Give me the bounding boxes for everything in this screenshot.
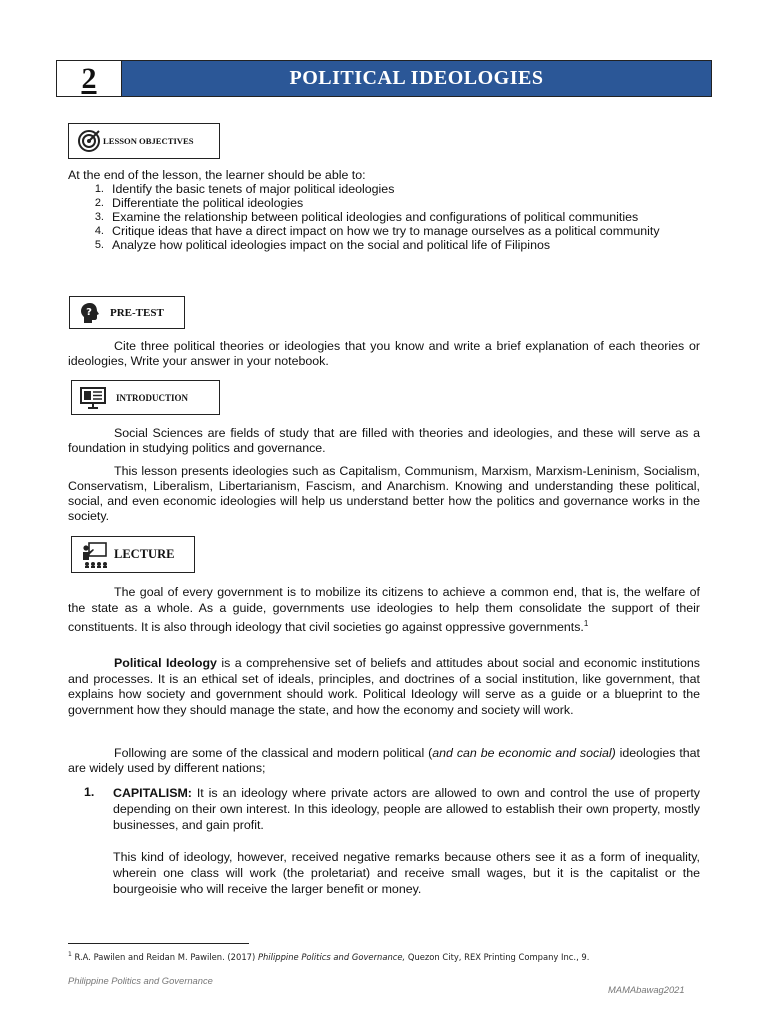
capitalism-paragraph-2: This kind of ideology, however, received negative remarks because others see it as a form of inequality, wherein one class will work (the proletariat) and receive small wages, but it is the capitalist or the bourgeoisie who will receive the larger benefit or money. — [113, 850, 700, 896]
lecture-paragraph-1-text: The goal of every government is to mobilize its citizens to achieve a common end, that is, the welfare of the state as a whole. As a guide, governments use ideologies to help them consolidate the support of their constituents. It is also through ideology that civil societies go against oppressive governments. — [68, 585, 700, 635]
introduction-tag — [71, 380, 220, 415]
pretest-text: Cite three political theories or ideologies that you know and write a brief explanation of each theories or ideologies, Write your answer in your notebook. — [68, 339, 700, 368]
footnote-divider — [68, 943, 249, 944]
capitalism-term: CAPITALISM: — [113, 786, 192, 800]
head-question-icon — [80, 302, 100, 324]
list-item — [68, 238, 700, 252]
footnote-mark: 1 — [68, 951, 72, 958]
lesson-number-text: 2 — [81, 61, 97, 95]
lesson-objectives-tag — [68, 123, 220, 159]
lesson-title: POLITICAL IDEOLOGIES — [289, 67, 544, 89]
capitalism-item — [113, 785, 700, 833]
teacher-board-icon — [81, 542, 107, 568]
list-item — [68, 224, 700, 238]
list-number: 1. — [94, 183, 104, 195]
list-number: 3. — [94, 211, 104, 223]
footnote-text-a: R.A. Pawilen and Reidan M. Pawilen. (2017) — [71, 951, 258, 962]
lecture-label: LECTURE — [114, 547, 175, 561]
introduction-paragraph-2: This lesson presents ideologies such as Capitalism, Communism, Marxism, Marxism-Leninism, Socialism, Conservatism, Liberalism, Libertarianism, Fascism, and Anarchism. Knowing and understanding these political, social, and even economic ideologies will help us understand better how the politics and governance works in the society. — [68, 464, 700, 523]
footer-subject: Philippine Politics and Governance — [68, 975, 213, 986]
presentation-icon — [80, 387, 106, 409]
objectives-list — [68, 182, 700, 252]
lecture-paragraph-3-text-b: ideologies that are widely used by different nations; — [68, 746, 701, 775]
target-icon — [77, 129, 101, 153]
list-text: Differentiate the political ideologies — [112, 196, 304, 210]
list-text: Identify the basic tenets of major political ideologies — [112, 182, 395, 196]
lecture-paragraph-3-italic: and can be economic and social) — [432, 746, 616, 760]
introduction-label: INTRODUCTION — [116, 392, 189, 403]
lecture-paragraph-2-text: is a comprehensive set of beliefs and attitudes about social and economic institutions and processes. It is an ethical set of ideals, principles, and doctrines of a social institution, like government, that explains how society and government should work. Political Ideology will serve as a guide or a blueprint to the government how they should manage the state, and how the economy and society will work. — [68, 656, 700, 717]
objectives-intro: At the end of the lesson, the learner should be able to: — [68, 168, 366, 182]
pretest-tag — [69, 296, 185, 329]
list-text: Analyze how political ideologies impact on the social and political life of Filipinos — [112, 238, 551, 252]
lecture-paragraph-3-text-a: Following are some of the classical and modern political ( — [114, 746, 433, 760]
footnote-italic: Philippine Politics and Governance, — [257, 951, 406, 962]
introduction-paragraph-1: Social Sciences are fields of study that are filled with theories and ideologies, and these will serve as a foundation in studying politics and governance. — [68, 426, 700, 455]
lecture-tag — [71, 536, 195, 573]
pretest-label: PRE-TEST — [110, 306, 164, 319]
list-text: Critique ideas that have a direct impact on how we try to manage ourselves as a political community — [112, 224, 660, 238]
lecture-paragraph-1 — [68, 584, 700, 635]
list-item — [68, 210, 700, 224]
lesson-number — [56, 60, 122, 97]
list-item — [68, 182, 700, 196]
lesson-title-bar — [122, 60, 712, 97]
footnote-text-b: Quezon City, REX Printing Company Inc., 9. — [405, 951, 590, 962]
list-number: 5. — [94, 239, 104, 251]
footnote — [68, 951, 589, 962]
svg-text:?: ? — [86, 306, 92, 318]
political-ideology-term: Political Ideology — [114, 656, 217, 670]
list-text: Examine the relationship between political ideologies and configurations of political communities — [112, 210, 639, 224]
footer-author: MAMAbawag2021 — [608, 984, 685, 995]
capitalism-number: 1. — [84, 785, 95, 799]
list-number: 2. — [94, 197, 104, 209]
lecture-paragraph-3 — [68, 746, 700, 776]
lesson-objectives-label: LESSON OBJECTIVES — [103, 136, 194, 146]
footnote-ref: 1 — [583, 619, 589, 628]
list-number: 4. — [94, 225, 104, 237]
lecture-paragraph-2 — [68, 656, 700, 718]
capitalism-text: It is an ideology where private actors are allowed to own and control the use of property depending on their own interest. In this ideology, people are allowed to establish their own property, mostly businesses, and gain profit. — [113, 786, 700, 832]
list-item — [68, 196, 700, 210]
